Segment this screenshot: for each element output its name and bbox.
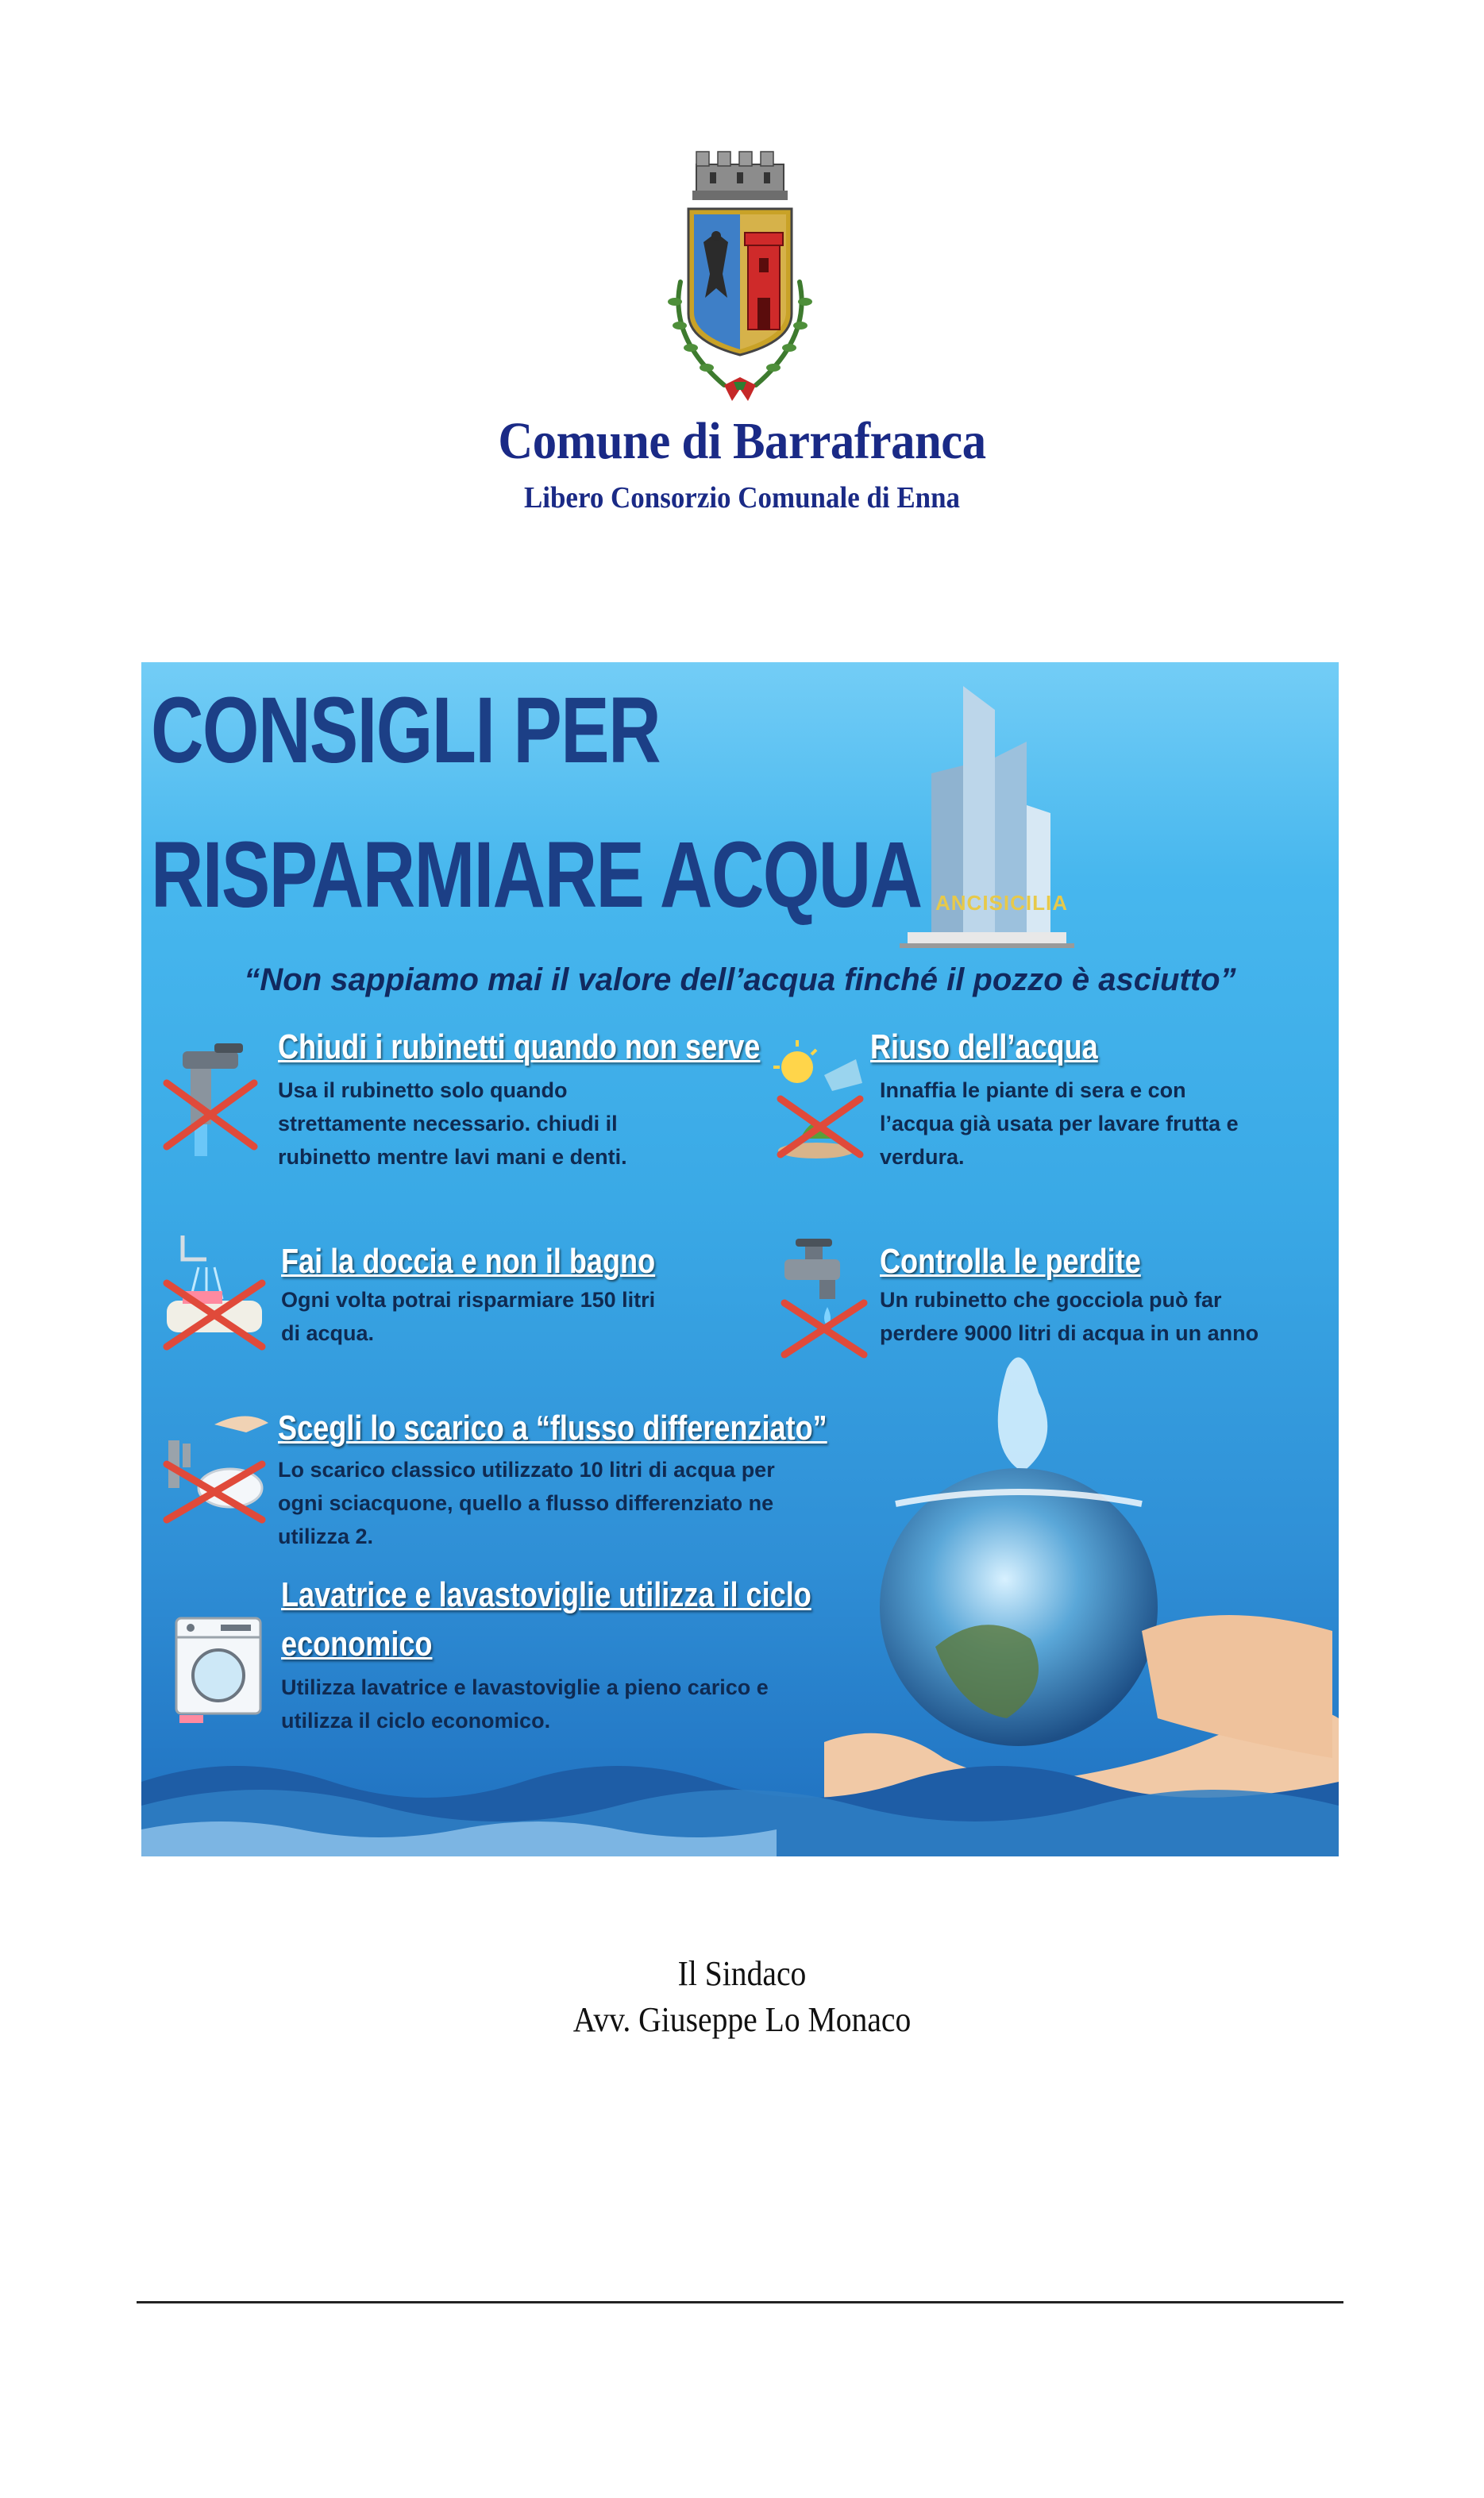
dripping-tap-icon [777, 1228, 872, 1363]
municipal-crest-logo [645, 147, 835, 409]
tip-title-reuse: Riuso dell’acqua [870, 1027, 1098, 1066]
signature-name: Avv. Giuseppe Lo Monaco [572, 2000, 912, 2039]
tip-body-flush: Lo scarico classico utilizzato 10 litri di acqua per ogni sciacquone, quello a flusso differenziato ne utilizza 2. [278, 1458, 775, 1548]
tip-title-appliances-line2: economico [281, 1625, 433, 1663]
toilet-icon [159, 1409, 270, 1528]
logo-label: ANCISICILIA [935, 891, 1068, 915]
tip-title-appliances: Lavatrice e lavastoviglie utilizza il ciclo [281, 1575, 811, 1614]
signature-title: Il Sindaco [677, 1954, 807, 1993]
tip-title-shower: Fai la doccia e non il bagno [281, 1242, 656, 1281]
poster-quote: “Non sappiamo mai il valore dell’acqua finché il pozzo è asciutto” [244, 962, 1236, 997]
ancisicilia-logo [900, 678, 1074, 964]
tip-body-faucet: Usa il rubinetto solo quando strettamente necessario. chiudi il rubinetto mentre lavi mani e denti. [278, 1078, 627, 1169]
faucet-icon [159, 1027, 262, 1162]
municipality-name: Comune di Barrafranca [498, 412, 986, 470]
tip-body-appliances: Utilizza lavatrice e lavastoviglie a pieno carico e utilizza il ciclo economico. [281, 1675, 769, 1733]
tip-body-leaks: Un rubinetto che gocciola può far perdere 9000 litri di acqua in un anno [880, 1288, 1259, 1345]
bathtub-icon [159, 1228, 270, 1355]
tip-body-reuse: Innaffia le piante di sera e con l’acqua già usata per lavare frutta e verdura. [880, 1078, 1239, 1169]
tip-title-flush: Scegli lo scarico a “flusso differenziato” [278, 1409, 827, 1448]
consortium-name: Libero Consorzio Comunale di Enna [523, 481, 961, 515]
tip-body-shower: Ogni volta potrai risparmiare 150 litri di acqua. [281, 1288, 656, 1345]
poster-title-line1: CONSIGLI PER [151, 678, 660, 783]
washing-machine-icon [173, 1615, 264, 1726]
footer-divider [137, 2301, 1343, 2303]
tip-title-leaks: Controlla le perdite [880, 1242, 1141, 1281]
water-saving-poster [141, 662, 1339, 1856]
watering-plant-icon [769, 1035, 872, 1170]
poster-title-line2: RISPARMIARE ACQUA [151, 823, 922, 927]
water-waves-decoration [141, 1750, 1339, 1856]
tip-title-faucet: Chiudi i rubinetti quando non serve [278, 1027, 761, 1066]
